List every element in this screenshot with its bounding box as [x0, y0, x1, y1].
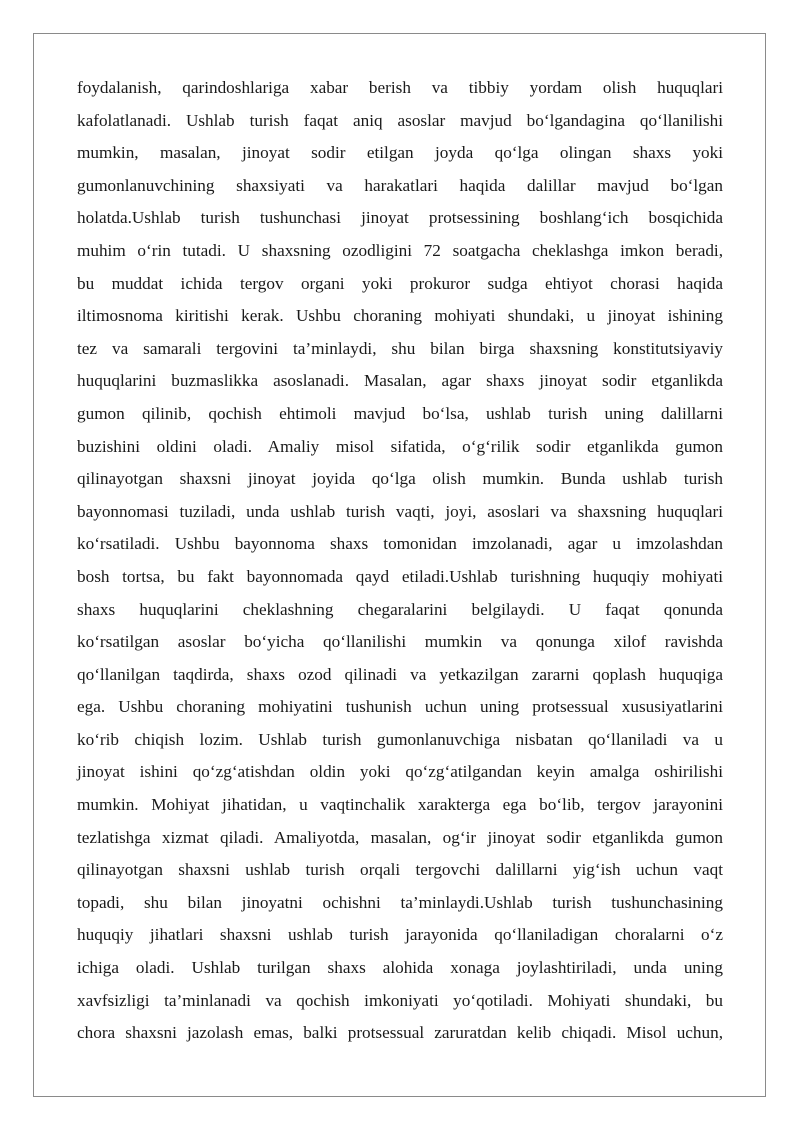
- text-line: ichiga oladi. Ushlab turilgan shaxs alohida xonaga joylashtiriladi, unda uning: [77, 958, 723, 978]
- text-line: mumkin. Mohiyat jihatidan, u vaqtinchalik xarakterga ega bo‘lib, tergov jarayonini: [77, 795, 723, 815]
- text-line: tezlatishga xizmat qiladi. Amaliyotda, masalan, og‘ir jinoyat sodir etganlikda gumon: [77, 827, 723, 847]
- text-line: gumon qilinib, qochish ehtimoli mavjud bo‘lsa, ushlab turish uning dalillarni: [77, 403, 723, 423]
- text-line: kafolatlanadi. Ushlab turish faqat aniq asoslar mavjud bo‘lgandagina qo‘llanilishi: [77, 110, 723, 130]
- text-line: ega. Ushbu choraning mohiyatini tushunish uchun uning protsessual xususiyatlarini: [77, 697, 723, 717]
- text-line: topadi, shu bilan jinoyatni ochishni ta’minlaydi.Ushlab turish tushunchasining: [77, 892, 723, 912]
- text-line: bu muddat ichida tergov organi yoki prokuror sudga ehtiyot chorasi haqida: [77, 273, 723, 293]
- text-line: shaxs huquqlarini cheklashning chegaralarini belgilaydi. U faqat qonunda: [77, 599, 723, 619]
- text-line: holatda.Ushlab turish tushunchasi jinoyat protsessining boshlang‘ich bosqichida: [77, 208, 723, 228]
- text-line: muhim o‘rin tutadi. U shaxsning ozodligini 72 soatgacha cheklashga imkon beradi,: [77, 240, 723, 260]
- text-line: buzishini oldini oladi. Amaliy misol sifatida, o‘g‘rilik sodir etganlikda gumon: [77, 436, 723, 456]
- text-line: iltimosnoma kiritishi kerak. Ushbu choraning mohiyati shundaki, u jinoyat ishining: [77, 306, 723, 326]
- text-line: ko‘rib chiqish lozim. Ushlab turish gumonlanuvchiga nisbatan qo‘llaniladi va u: [77, 729, 723, 749]
- text-line: qo‘llanilgan taqdirda, shaxs ozod qilinadi va yetkazilgan zararni qoplash huquqiga: [77, 664, 723, 684]
- body-text: [77, 72, 723, 1050]
- text-line: huquqlarini buzmaslikka asoslanadi. Masalan, agar shaxs jinoyat sodir etganlikda: [77, 371, 723, 391]
- text-line: ko‘rsatilgan asoslar bo‘yicha qo‘llanilishi mumkin va qonunga xilof ravishda: [77, 632, 723, 652]
- text-line: huquqiy jihatlari shaxsni ushlab turish jarayonida qo‘llaniladigan choralarni o‘z: [77, 925, 723, 945]
- text-line: bayonnomasi tuziladi, unda ushlab turish vaqti, joyi, asoslari va shaxsning huquqlari: [77, 501, 723, 521]
- text-line: xavfsizligi ta’minlanadi va qochish imkoniyati yo‘qotiladi. Mohiyati shundaki, bu: [77, 990, 723, 1010]
- text-line: chora shaxsni jazolash emas, balki protsessual zaruratdan kelib chiqadi. Misol uchun,: [77, 1023, 723, 1043]
- text-line: ko‘rsatiladi. Ushbu bayonnoma shaxs tomonidan imzolanadi, agar u imzolashdan: [77, 534, 723, 554]
- text-line: qilinayotgan shaxsni jinoyat joyida qo‘lga olish mumkin. Bunda ushlab turish: [77, 469, 723, 489]
- text-line: gumonlanuvchining shaxsiyati va harakatlari haqida dalillar mavjud bo‘lgan: [77, 175, 723, 195]
- text-line: qilinayotgan shaxsni ushlab turish orqali tergovchi dalillarni yig‘ish uchun vaqt: [77, 860, 723, 880]
- text-line: mumkin, masalan, jinoyat sodir etilgan joyda qo‘lga olingan shaxs yoki: [77, 143, 723, 163]
- text-line: tez va samarali tergovini ta’minlaydi, shu bilan birga shaxsning konstitutsiyaviy: [77, 338, 723, 358]
- text-line: bosh tortsa, bu fakt bayonnomada qayd etiladi.Ushlab turishning huquqiy mohiyati: [77, 566, 723, 586]
- text-line: foydalanish, qarindoshlariga xabar berish va tibbiy yordam olish huquqlari: [77, 78, 723, 97]
- text-line: jinoyat ishini qo‘zg‘atishdan oldin yoki qo‘zg‘atilgandan keyin amalga oshirilishi: [77, 762, 723, 782]
